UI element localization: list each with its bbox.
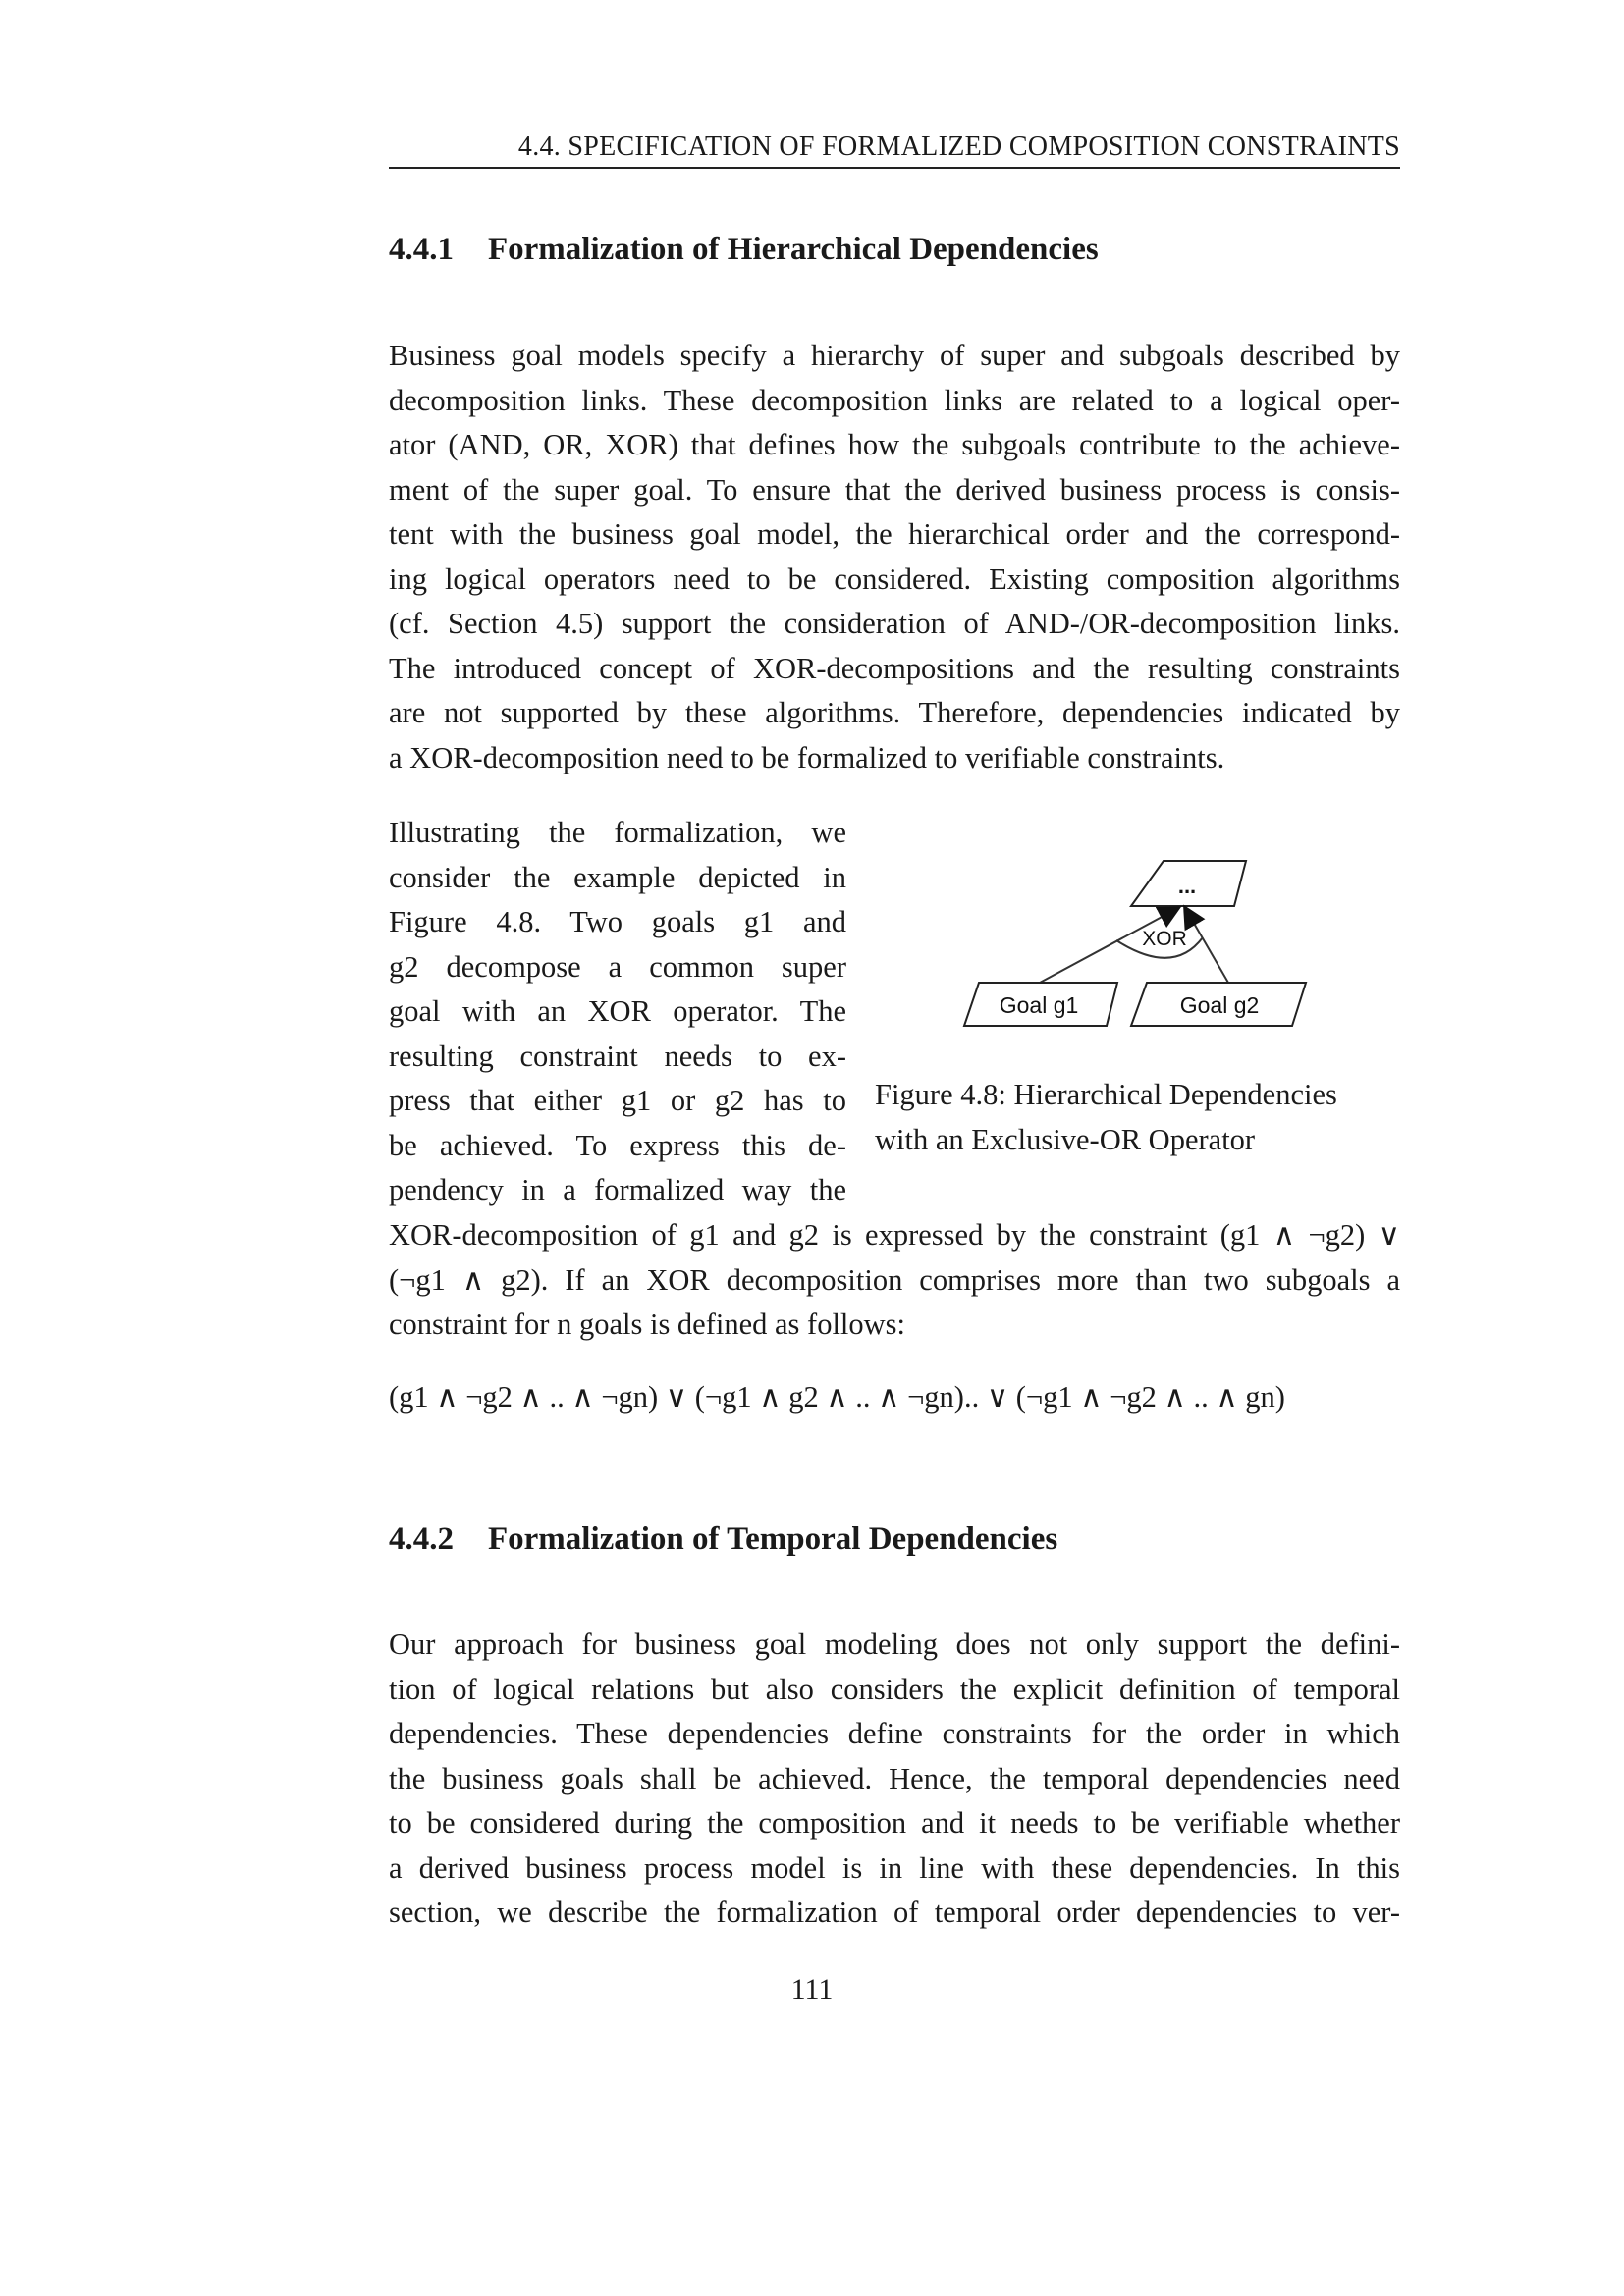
text-line: resulting constraint needs to ex- bbox=[389, 1039, 846, 1073]
caption-line: Figure 4.8: Hierarchical Dependencies bbox=[875, 1078, 1337, 1111]
text-line: to be considered during the composition and it needs to be verifiable whether bbox=[389, 1806, 1400, 1840]
text-line: dependencies. These dependencies define constraints for the order in which bbox=[389, 1717, 1400, 1750]
text-line: pendency in a formalized way the bbox=[389, 1173, 846, 1206]
caption-line: with an Exclusive-OR Operator bbox=[875, 1122, 1256, 1156]
super-goal-label: ... bbox=[1177, 874, 1197, 898]
text-line: tent with the business goal model, the hierarchical order and the correspond- bbox=[389, 517, 1400, 551]
text-line: Business goal models specify a hierarchy of super and subgoals described by bbox=[389, 339, 1400, 372]
figure-xor-decomposition bbox=[879, 844, 1399, 1041]
text-line: Figure 4.8. Two goals g1 and bbox=[389, 905, 846, 938]
section-title: Formalization of Temporal Dependencies bbox=[488, 1522, 1058, 1557]
text-line: ment of the super goal. To ensure that the derived business process is consis- bbox=[389, 472, 1400, 507]
text-line: constraint for n goals is defined as follows: bbox=[389, 1308, 906, 1341]
xor-formula: (g1 ∧ ¬g2 ∧ .. ∧ ¬gn) ∨ (¬g1 ∧ g2 ∧ .. ∧ ¬gn).. ∨ (¬g1 ∧ ¬g2 ∧ .. ∧ gn) bbox=[389, 1380, 1285, 1414]
text-line: the business goals shall be achieved. Hence, the temporal dependencies need bbox=[389, 1761, 1400, 1795]
text-line: ator (AND, OR, XOR) that defines how the subgoals contribute to the achieve- bbox=[389, 428, 1400, 461]
link-goal2 bbox=[1185, 908, 1228, 983]
text-line: (¬g1 ∧ g2). If an XOR decomposition comprises more than two subgoals a bbox=[389, 1262, 1400, 1297]
text-line: a derived business process model is in line with these dependencies. In this bbox=[389, 1850, 1400, 1885]
text-line: Illustrating the formalization, we bbox=[389, 816, 846, 849]
text-line: tion of logical relations but also considers the explicit definition of temporal bbox=[389, 1672, 1400, 1706]
text-line: are not supported by these algorithms. Therefore, dependencies indicated by bbox=[389, 696, 1400, 729]
text-line: Our approach for business goal modeling does not only support the defini- bbox=[389, 1628, 1400, 1661]
paragraph-illustration-narrow bbox=[389, 811, 846, 1213]
text-line: XOR-decomposition of g1 and g2 is expressed by the constraint (g1 ∧ ¬g2) ∨ bbox=[389, 1218, 1400, 1252]
text-line: be achieved. To express this de- bbox=[389, 1128, 846, 1162]
paragraph-temporal-intro bbox=[389, 1623, 1400, 1936]
goal2-label bbox=[1180, 992, 1260, 1018]
figure-caption bbox=[875, 1073, 1405, 1162]
text-line: The introduced concept of XOR-decompositions and the resulting constraints bbox=[389, 651, 1400, 685]
text-line: goal with an XOR operator. The bbox=[389, 994, 846, 1028]
goal1-label bbox=[1000, 992, 1079, 1018]
text-line: ing logical operators need to be considered. Existing composition algorithms bbox=[389, 561, 1400, 596]
xor-diagram bbox=[879, 844, 1399, 1041]
paragraph-hierarchical-intro bbox=[389, 334, 1400, 780]
text-line: a XOR-decomposition need to be formalized to verifiable constraints. bbox=[389, 740, 1225, 774]
paragraph-illustration-full bbox=[389, 1213, 1400, 1348]
page-number: 111 bbox=[790, 1973, 834, 2005]
section-heading-4-4-2 bbox=[389, 1522, 1057, 1558]
running-header: 4.4. SPECIFICATION OF FORMALIZED COMPOSITION CONSTRAINTS bbox=[389, 132, 1400, 169]
text-line: g2 decompose a common super bbox=[389, 949, 846, 984]
section-number: 4.4.2 bbox=[389, 1522, 454, 1557]
text-line: decomposition links. These decomposition links are related to a logical oper- bbox=[389, 383, 1400, 417]
section-title: Formalization of Hierarchical Dependencies bbox=[488, 232, 1099, 267]
goal1-text: Goal g1 bbox=[999, 992, 1079, 1018]
text-line: press that either g1 or g2 has to bbox=[389, 1084, 846, 1117]
section-heading-4-4-1 bbox=[389, 232, 1099, 268]
section-number: 4.4.1 bbox=[389, 232, 454, 267]
text-line: consider the example depicted in bbox=[389, 860, 846, 894]
text-line: (cf. Section 4.5) support the consideration of AND-/OR-decomposition links. bbox=[389, 607, 1400, 640]
operator-label: XOR bbox=[1142, 928, 1187, 950]
goal2-text: Goal g2 bbox=[1179, 992, 1260, 1018]
text-line: section, we describe the formalization of temporal order dependencies to ver- bbox=[389, 1896, 1400, 1929]
